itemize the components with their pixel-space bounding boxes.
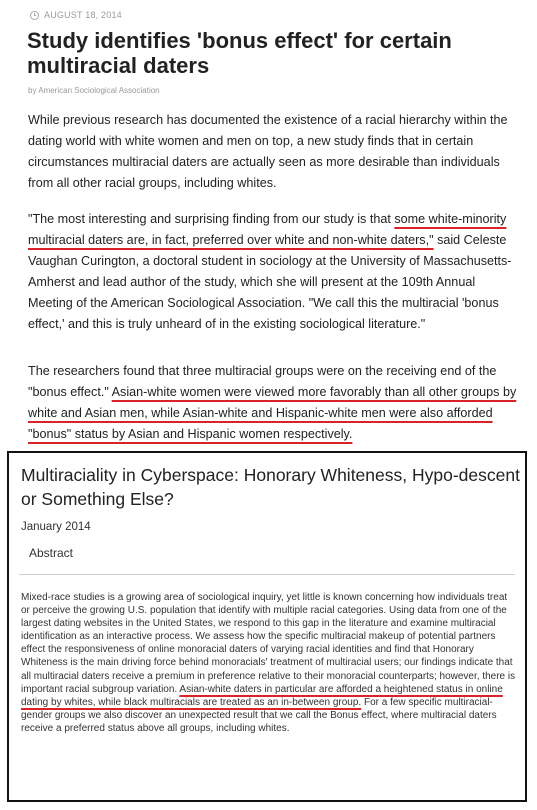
paragraph-text: "The most interesting and surprising finding from our study is that <box>28 212 395 226</box>
article-paragraph-1: While previous research has documented the existence of a racial hierarchy within the dating world with white women and men on top, a new study finds that in certain circumstances multiracial daters are actually seen as more desirable than individuals from all other racial groups, including whites. <box>28 113 508 190</box>
article-headline: Study identifies 'bonus effect' for certain multiracial daters <box>27 28 452 78</box>
paper-title: Multiraciality in Cyberspace: Honorary Whiteness, Hypo-descent or Something Else? <box>21 465 520 509</box>
paragraph-text: The researchers found that three multiracial groups were on the receiving end of the "bonus effect." <box>28 364 497 399</box>
underlined-quote: some white-minority multiracial daters are, in fact, preferred over white and non-white daters," <box>28 212 507 247</box>
abstract-heading: Abstract <box>29 546 74 560</box>
paper-date: January 2014 <box>21 521 91 533</box>
underlined-abstract-finding: Asian-white daters in particular are afforded a heightened status in online dating by whites, while black multiracials are treated as an in-between group. <box>21 683 503 708</box>
divider <box>19 574 515 575</box>
article-date-text: AUGUST 18, 2014 <box>44 10 122 20</box>
abstract-text-part: Mixed-race studies is a growing area of sociological inquiry, yet little is known concerning how individuals treat or perceive the growing U.S. population that identify with multiple racial categories. Using data from one of the largest dating websites in the United States, we respond to this gap in the literature and examine multiracial identification as an interactive process. We assess how the specific multiracial makeup of potential partners effect the responsiveness of online monoracial daters of varying racial identities and find that Honorary Whiteness is the main driving force behind monoracials' treatment of multiracial users; our findings indicate that all multiracial daters receive a premium in preference relative to their monoracial counterparts; however, there is important racial subgroup variation. <box>21 592 516 695</box>
paper-abstract-panel <box>7 451 527 802</box>
clock-icon <box>30 11 39 20</box>
article-paragraph-2 <box>28 209 520 335</box>
article-byline: by American Sociological Association <box>28 86 160 95</box>
paragraph-text: said Celeste Vaughan Curington, a doctoral student in sociology at the University of Massachusetts-Amherst and lead author of the study, which she will present at the 109th Annual Meeting of the American Sociological Association. "We call this the multiracial 'bonus effect,' and this is truly unheard of in the existing sociological literature." <box>28 233 512 331</box>
article-paragraph-3 <box>28 361 520 445</box>
abstract-text-part: For a few specific multiracial-gender groups we also discover an unexpected result that we call the Bonus effect, where multiracial daters receive a preferred status above all groups, including whites. <box>21 696 497 734</box>
underlined-finding: Asian-white women were viewed more favorably than all other groups by white and Asian men, while Asian-white and Hispanic-white men were also afforded "bonus" status by Asian and Hispanic women respectively. <box>28 385 517 441</box>
article-date <box>30 8 122 22</box>
abstract-text <box>21 591 517 735</box>
